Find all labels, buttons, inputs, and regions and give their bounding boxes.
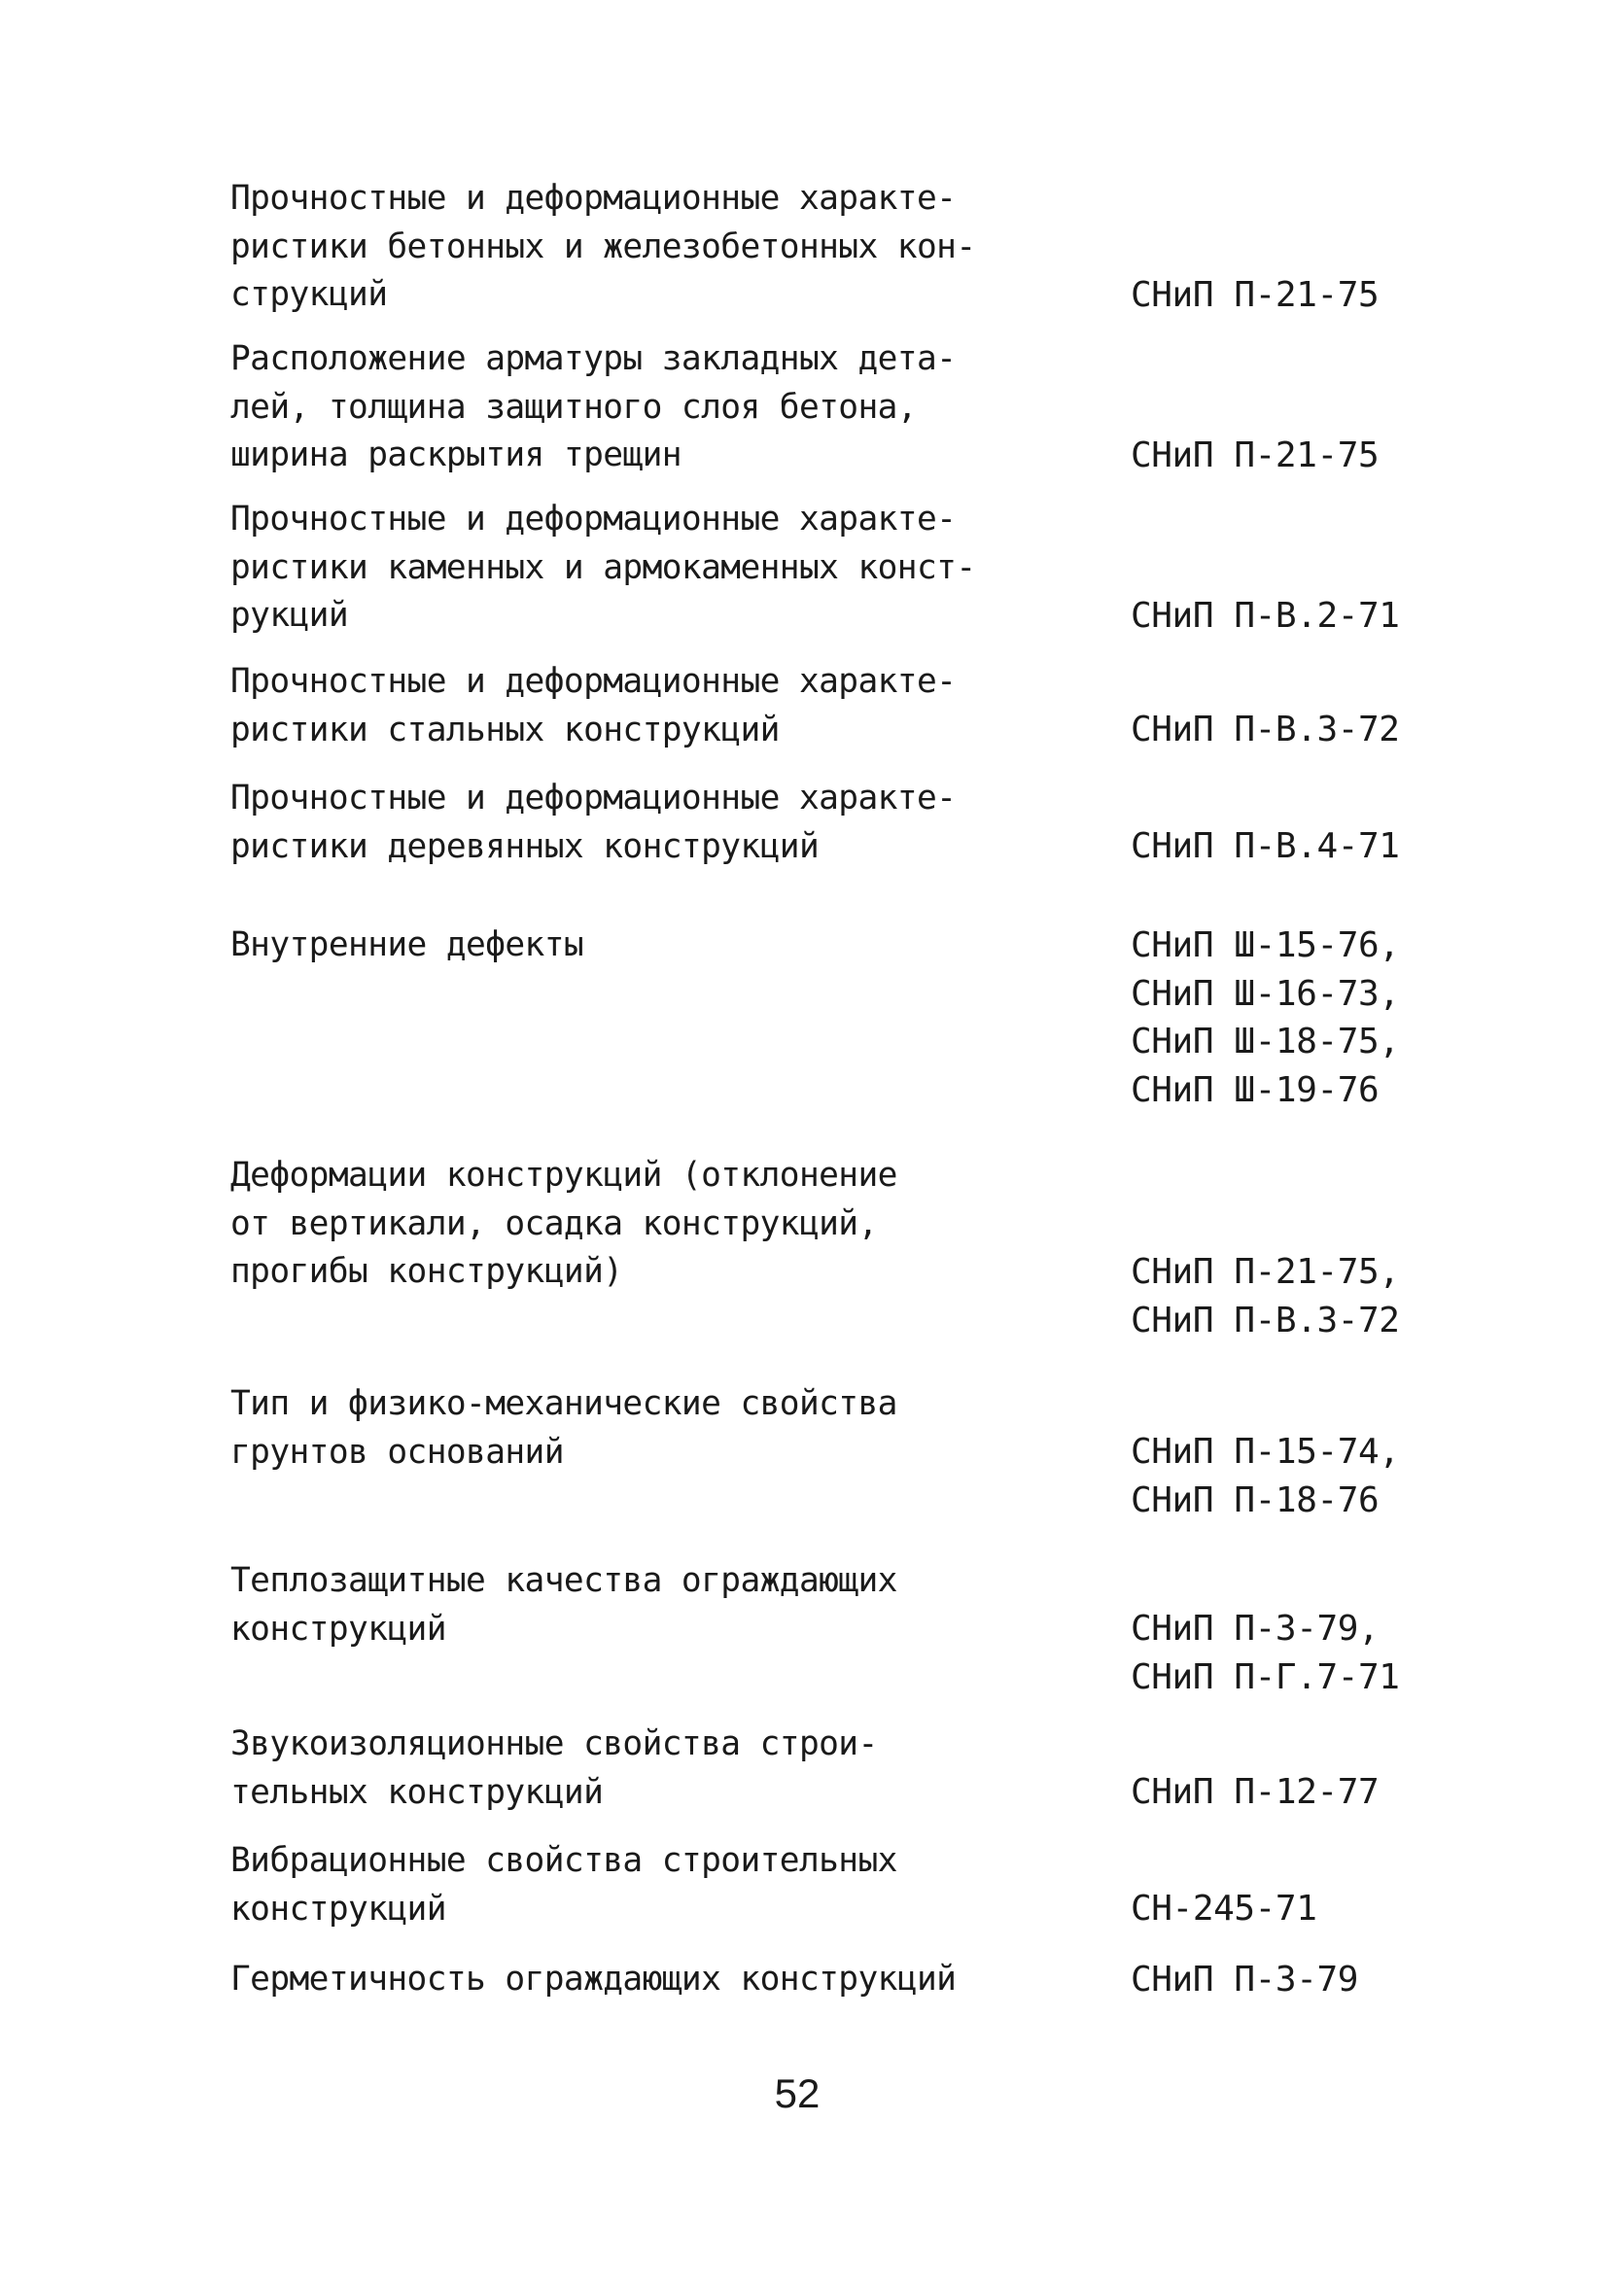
entry-description: [230, 775, 1008, 871]
norm-reference: СНиП П-21-75: [1131, 435, 1380, 475]
norm-reference: СНиП П-3-79,: [1131, 1609, 1380, 1649]
entry-description: [230, 175, 1008, 320]
entry-description: [230, 922, 1008, 970]
description-line: ширина раскрытия трещин: [230, 435, 682, 474]
entry-norms: [1131, 1605, 1539, 1701]
description-line: грунтов оснований: [230, 1432, 564, 1472]
description-line: Тип и физико-механические свойства: [230, 1384, 897, 1423]
entry-norms: [1131, 706, 1539, 754]
entry-norms: [1131, 271, 1539, 320]
description-line: конструкций: [230, 1609, 446, 1649]
description-line: ристики деревянных конструкций: [230, 826, 820, 866]
norm-reference: СНиП П-15-74,: [1131, 1432, 1400, 1472]
description-line: Деформации конструкций (отклонение: [230, 1156, 897, 1195]
norm-reference: СН-245-71: [1131, 1889, 1317, 1929]
norm-reference: СНиП Ш-19-76: [1131, 1069, 1380, 1110]
description-line: рукций: [230, 596, 349, 635]
norm-reference: СНиП Ш-15-76,: [1131, 925, 1400, 965]
description-line: Звукоизоляционные свойства строи-: [230, 1724, 878, 1763]
description-line: от вертикали, осадка конструкций,: [230, 1203, 878, 1243]
entry-norms: [1131, 1248, 1539, 1344]
norm-reference: СНиП П-12-77: [1131, 1772, 1380, 1812]
description-line: Прочностные и деформационные характе-: [230, 179, 957, 218]
page-number: 52: [774, 2070, 821, 2116]
norm-reference: СНиП П-В.3-72: [1131, 1300, 1400, 1340]
entry-description: [230, 1837, 1008, 1933]
description-line: Прочностные и деформационные характе-: [230, 500, 957, 539]
norm-reference: СНиП Ш-16-73,: [1131, 973, 1400, 1014]
description-line: ристики стальных конструкций: [230, 710, 780, 749]
description-line: прогибы конструкций): [230, 1252, 623, 1291]
entry-norms: [1131, 1428, 1539, 1524]
entry-norms: [1131, 922, 1539, 1114]
description-line: Внутренние дефекты: [230, 925, 584, 964]
description-line: ристики каменных и армокаменных конст-: [230, 547, 976, 587]
entry-description: [230, 1152, 1008, 1297]
entry-norms: [1131, 1885, 1539, 1933]
description-line: Прочностные и деформационные характе-: [230, 779, 957, 818]
norm-reference: СНиП П-В.3-72: [1131, 710, 1400, 749]
entry-description: [230, 1956, 1008, 2004]
entry-norms: [1131, 592, 1539, 641]
norm-reference: СНиП П-18-76: [1131, 1479, 1380, 1520]
description-line: Вибрационные свойства строительных: [230, 1841, 897, 1880]
entry-norms: [1131, 1956, 1539, 2004]
entry-description: [230, 496, 1008, 641]
description-line: лей, толщина защитного слоя бетона,: [230, 387, 917, 427]
entry-norms: [1131, 432, 1539, 480]
entry-norms: [1131, 822, 1539, 871]
entry-description: [230, 1557, 1008, 1653]
description-line: Теплозащитные качества ограждающих: [230, 1561, 897, 1600]
description-line: конструкций: [230, 1889, 446, 1929]
norm-reference: СНиП П-21-75,: [1131, 1252, 1400, 1292]
norm-reference: СНиП П-В.2-71: [1131, 596, 1400, 636]
description-line: Герметичность ограждающих конструкций: [230, 1960, 957, 1999]
entry-description: [230, 335, 1008, 480]
entry-norms: [1131, 1768, 1539, 1817]
description-line: ристики бетонных и железобетонных кон-: [230, 226, 976, 266]
description-line: Прочностные и деформационные характе-: [230, 662, 957, 701]
norm-reference: СНиП П-В.4-71: [1131, 826, 1400, 866]
entry-description: [230, 1380, 1008, 1477]
description-line: струкций: [230, 275, 388, 314]
norm-reference: СНиП Ш-18-75,: [1131, 1022, 1400, 1061]
norm-reference: СНиП П-Г.7-71: [1131, 1656, 1400, 1697]
norm-reference: СНиП П-21-75: [1131, 275, 1380, 315]
description-line: тельных конструкций: [230, 1772, 604, 1812]
norm-reference: СНиП П-3-79: [1131, 1960, 1359, 2000]
entry-description: [230, 1721, 1008, 1817]
description-line: Расположение арматуры закладных дета-: [230, 339, 957, 378]
entry-description: [230, 658, 1008, 754]
